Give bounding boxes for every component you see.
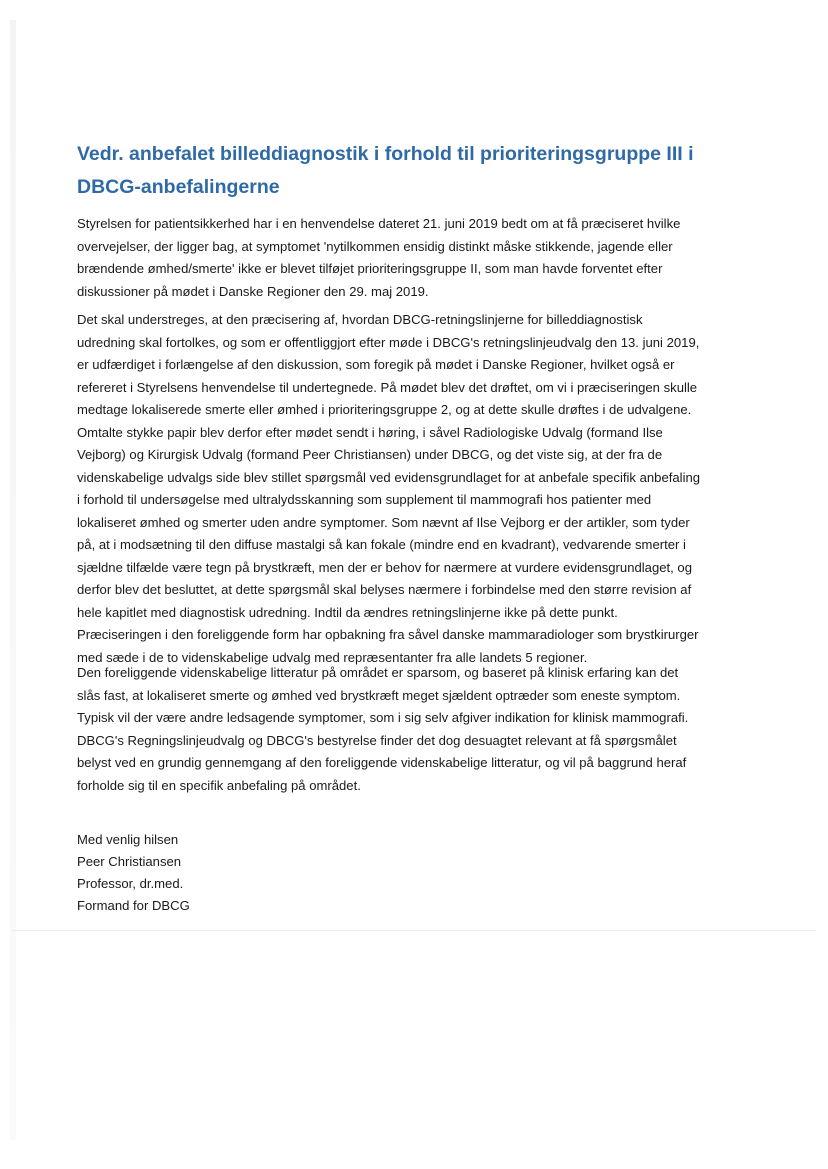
text-line: diskussioner på mødet i Danske Regioner den 29. maj 2019. (77, 283, 429, 299)
text-line: Typisk vil der være andre ledsagende symptomer, som i sig selv afgiver indikation for klinisk mammografi. (77, 710, 689, 725)
text-line: DBCG's Regningslinjeudvalg og DBCG's bestyrelse finder det dog desuagtet relevant at få spørgsmålet (77, 732, 677, 748)
paragraph-request (77, 213, 680, 303)
text-line: hele kapitlet med diagnostisk udredning. Indtil da ændres retningslinjerne ikke på dette punkt. (77, 604, 618, 620)
divider (12, 930, 816, 931)
text-line: slås fast, at lokaliseret smerte og ømhed ved brystkræft meget sjældent optræder som eneste symptom. (77, 687, 681, 703)
paragraph-clarification (77, 309, 700, 669)
text-line: Vejborg) og Kirurgisk Udvalg (formand Peer Christiansen) under DBCG, og det viste sig, at der fra de (77, 447, 663, 462)
text-line: overvejelser, der ligger bag, at symptomet 'nytilkommen ensidig distinkt måske stikkende, jagende eller (77, 238, 673, 254)
text-line: i forhold til undersøgelse med ultralydsskanning som supplement til mammografi hos patienter med (77, 492, 652, 507)
signer-role: Formand for DBCG (77, 898, 190, 913)
text-line: derfor blev det besluttet, at dette spørgsmål skal belyses nærmere i forbindelse med den større revision af (77, 582, 692, 597)
text-line: er udfærdiget i forlængelse af den diskussion, som foregik på mødet i Danske Regioner, hvilket også er (77, 357, 675, 372)
paragraph-literature (77, 662, 688, 797)
text-line: lokaliseret ømhed og smerter uden andre symptomer. Som nævnt af Ilse Vejborg er der artikler, som tyder (77, 514, 690, 530)
signer-title: Professor, dr.med. (77, 876, 184, 891)
text-line: Omtalte stykke papir blev derfor efter mødet sendt i høring, i såvel Radiologiske Udvalg (formand Ilse (77, 424, 663, 440)
document-title (77, 138, 694, 204)
text-line: udredning skal fortolkes, og som er offentliggjort efter møde i DBCG's retningslinjeudvalg den 13. juni 2019, (77, 334, 700, 350)
title-line: Vedr. anbefalet billeddiagnostik i forhold til prioriteringsgruppe III i (77, 143, 694, 165)
text-line: med sæde i de to videnskabelige udvalg med repræsentanter fra alle landets 5 regioner. (77, 649, 588, 665)
text-line: sjældne tilfælde være tegn på brystkræft, men der er behov for nærmere at vurdere evidensgrundlaget, og (77, 559, 692, 575)
text-line: Den foreliggende videnskabelige litteratur på området er sparsom, og baseret på klinisk erfaring kan det (77, 665, 679, 680)
text-line: refereret i Styrelsens henvendelse til undertegnede. På mødet blev det drøftet, om vi i præciseringen skulle (77, 379, 698, 395)
text-line: videnskabelige udvalgs side blev stillet spørgsmål ved evidensgrundlaget for at anbefale specifik anbefaling (77, 469, 701, 485)
signature-block (77, 829, 190, 917)
text-line: brændende ømhed/smerte' ikke er blevet tilføjet prioriteringsgruppe II, som man havde forventet efter (77, 261, 663, 276)
closing: Med venlig hilsen (77, 832, 179, 847)
text-line: medtage lokaliserede smerte eller ømhed i prioriteringsgruppe 2, og at dette skulle drøftes i de udvalgene. (77, 402, 692, 417)
text-line: belyst ved en grundig gennemgang af den foreliggende videnskabelige litteratur, og vil på baggrund heraf (77, 755, 687, 770)
text-line: forholde sig til en specifik anbefaling på området. (77, 777, 361, 793)
text-line: på, at i modsætning til den diffuse mastalgi så kan fokale (mindre end en kvadrant), vedvarende smerter i (77, 537, 686, 552)
signer-name: Peer Christiansen (77, 854, 182, 869)
title-line: DBCG-anbefalingerne (77, 176, 280, 198)
text-line: Præciseringen i den foreliggende form har opbakning fra såvel danske mammaradiologer som brystkirurger (77, 627, 699, 642)
text-line: Det skal understreges, at den præcisering af, hvordan DBCG-retningslinjerne for billeddiagnostisk (77, 312, 643, 327)
scan-edge-shadow (10, 20, 16, 1140)
text-line: Styrelsen for patientsikkerhed har i en henvendelse dateret 21. juni 2019 bedt om at få præciseret hvilke (77, 216, 681, 231)
